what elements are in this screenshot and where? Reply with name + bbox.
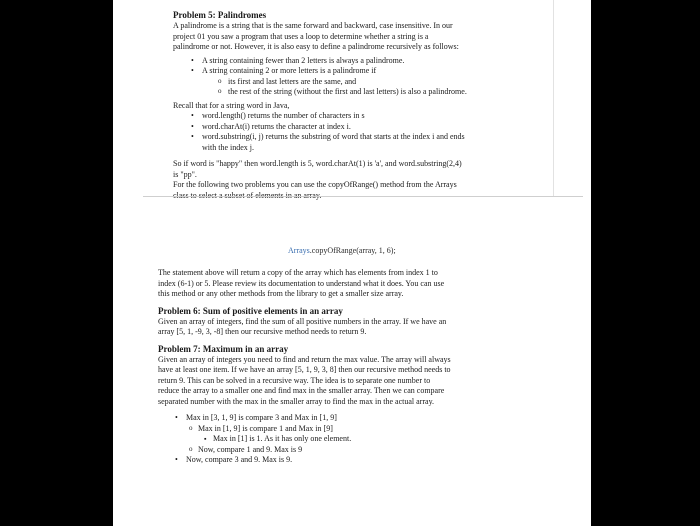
copy-explain-line: The statement above will return a copy of the array which has elements from index 1 to [158,268,438,277]
problem-5-intro-line: A palindrome is a string that is the same forward and backward, case insensitive. In our [173,21,453,30]
problem-7-body-line: Given an array of integers you need to find and return the max value. The array will always [158,354,451,364]
problem-7-heading: Problem 7: Maximum in an array [158,343,289,354]
example-line: is "pp". [173,169,197,179]
code-class-name: Arrays [288,246,310,255]
method-item-continued: with the index j. [202,142,254,152]
subrule-item: o its first and last letters are the same, and [173,77,539,88]
problem-7-body-line: reduce the array to a smaller one and find max in the smaller array. Then we can compare [158,386,445,395]
rule-item: • A string containing 2 or more letters is a palindrome if [173,66,539,77]
problem-5-intro-line: palindrome or not. However, it is also easy to define a palindrome recursively as follows: [173,42,459,51]
problem-7-body-line: have at least one item. If we have an array [5, 1, 9, 3, 8] then our recursive method needs to [158,365,451,374]
step-item: o Max in [1, 9] is compare 1 and Max in [9] [158,424,548,435]
problem-6-body-line: Given an array of integers, find the sum of all positive numbers in the array. If we have an [158,316,447,326]
problem-6-heading: Problem 6: Sum of positive elements in an array [158,305,343,316]
method-item: • word.substring(i, j) returns the substring of word that starts at the index i and ends [173,132,539,143]
code-call: .copyOfRange(array, 1, 6); [309,246,396,255]
problem-5-heading: Problem 5: Palindromes [173,10,267,20]
method-item: • word.charAt(i) returns the character at index i. [173,122,539,133]
copy-note-line: class to select a subset of elements in an array. [173,190,322,200]
problem-7-body-line: separated number with the max in the smaller array to find the max in the actual array. [158,396,435,406]
problem-5-section [173,10,539,201]
lower-section [158,268,548,466]
document-page [113,0,591,526]
method-item: • word.length() returns the number of characters in s [173,111,539,122]
copy-explain-line: index (6-1) or 5. Please review its documentation to understand what it does. You can use [158,278,445,288]
palindrome-rules-list [173,56,539,98]
string-methods-list [173,111,539,153]
page-divider-vertical [553,0,554,196]
step-item: ▪ Max in [1] is 1. As it has only one element. [158,434,548,445]
max-steps-list [158,413,548,466]
problem-6-body-line: array [5, 1, -9, 3, -8] then our recursive method needs to return 9. [158,327,367,336]
copy-note-line: For the following two problems you can use the copyOfRange() method from the Arrays [173,180,457,189]
step-item: • Now, compare 3 and 9. Max is 9. [158,455,548,466]
problem-7-body-line: return 9. This can be solved in a recursive way. The idea is to separate one number to [158,375,431,385]
copy-of-range-code [288,246,396,255]
example-line: So if word is "happy" then word.length is 5, word.charAt(1) is 'a', and word.substring(2,4) [173,159,462,168]
page-divider [143,196,583,197]
subrule-item: o the rest of the string (without the first and last letters) is also a palindrome. [173,87,539,98]
recall-line: Recall that for a string word in Java, [173,100,290,110]
problem-5-intro-line: project 01 you saw a program that uses a loop to determine whether a string is a [173,31,429,41]
copy-explain-line: this method or any other methods from the library to get a smaller size array. [158,289,404,298]
rule-item: • A string containing fewer than 2 letters is always a palindrome. [173,56,539,67]
step-item: o Now, compare 1 and 9. Max is 9 [158,445,548,456]
step-item: • Max in [3, 1, 9] is compare 3 and Max in [1, 9] [158,413,548,424]
